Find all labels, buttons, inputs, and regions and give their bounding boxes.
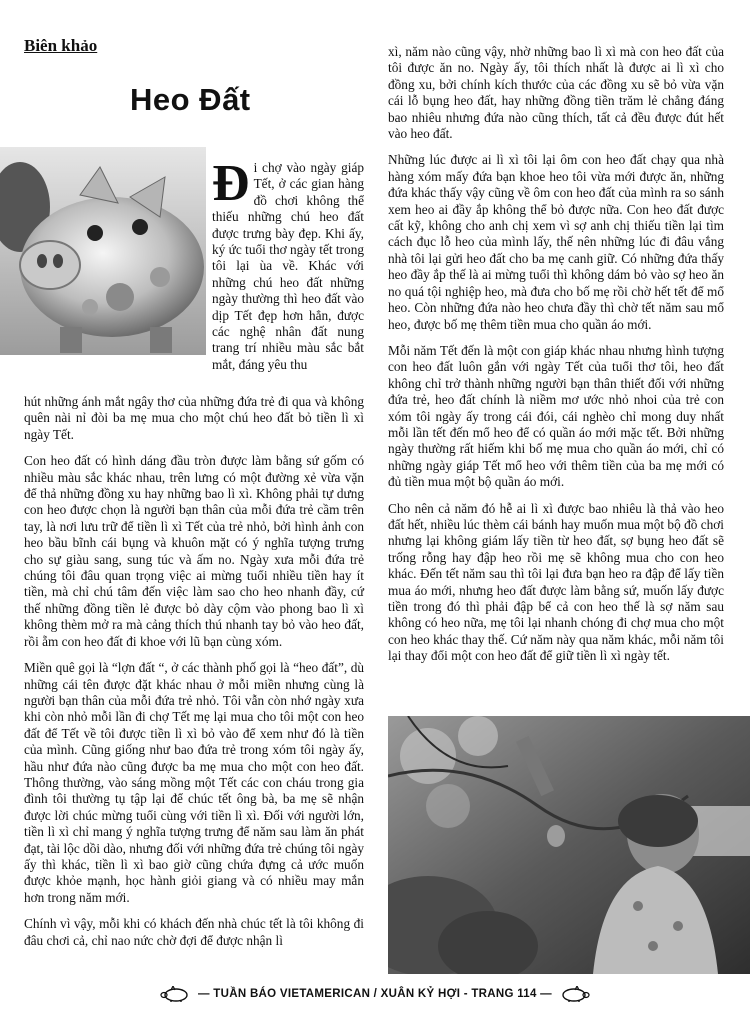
page-footer: [0, 986, 750, 1010]
intro-paragraph: [212, 155, 364, 373]
piggy-bank-photo: [0, 147, 206, 355]
pig-icon: [561, 986, 591, 1002]
paragraph: hút những ánh mắt ngây thơ của những đứa trẻ đi qua và không quên nài nỉ đòi ba mẹ mua cho một chú heo đất bỏ tiền lì xì ngày Tết.: [24, 394, 364, 442]
paragraph: Mỗi năm Tết đến là một con giáp khác nhau nhưng hình tượng con heo đất luôn gắn với ngày Tết của tuổi thơ tôi, heo đất không chỉ trở thành những người bạn thân thiết đối với những đứa trẻ, heo đất chính là niềm mơ ước nhỏ nhoi của trẻ con xóm tôi ngày ấy trong cái đói, cái nghèo chỉ mong duy nhất mỗi lần tết đến mổ heo để có quần áo mới mặc tết. Bởi những ngày thường rất hiếm khi bố mẹ mua cho quần áo mới, chỉ có những ngày giáp Tết mổ heo với thêm tiền của ba mẹ mới có đủ tiền mua một bộ quần áo mới.: [388, 342, 724, 490]
paragraph: Chính vì vậy, mỗi khi có khách đến nhà chúc tết là tôi không đi đâu chơi cả, chỉ nao nức chờ đợi để được nhận lì: [24, 916, 364, 948]
right-column: [388, 44, 724, 675]
left-column: [24, 394, 364, 959]
pig-icon: [159, 986, 189, 1002]
drop-cap: Đ: [212, 155, 250, 212]
girl-in-ao-dai-photo: [388, 716, 750, 974]
paragraph: Con heo đất có hình dáng đầu tròn được làm bằng sứ gốm có nhiều màu sắc khác nhau, trên lưng có một đường xẻ vừa vặn để thả những đồng xu hay những bao lì xì. Không phải tự dưng con heo được chọn là người bạn thân của mỗi đứa trẻ cầm trên tay, là nơi lưu trữ để tiền lì xì Tết của trẻ nhỏ, bởi hình ảnh con heo bầu bĩnh cái bụng và khuôn mặt có ý nghĩa tượng trưng cho sự giàu sang, sung túc và ấm no. Ngày xưa mỗi đứa trẻ chúng tôi đâu quan trọng việc ai mừng tuổi nhiều tiền hay ít tiền, mà chỉ chú tâm đến việc làm sao cho heo nhanh đầy, cứ thế những đồng tiền lẻ được bỏ dày cộm vào phong bao lì xì không thèm mở ra mà cảng thích thú nhanh tay bỏ vào heo đất, rồi ẵm con heo đất đi khoe với lũ bạn cùng xóm.: [24, 453, 364, 649]
paragraph: Miền quê gọi là “lợn đất “, ở các thành phố gọi là “heo đất”, dù những cái tên được đặt khác nhau ở mỗi miền nhưng cùng là người bạn thân của mỗi đứa trẻ nhỏ. Tôi vẫn còn nhớ ngày xưa khi còn nhỏ mỗi lần đi chợ Tết mẹ lại mua cho tôi một con heo đất để Tết về tôi được tiền lì xì bỏ vào để xem như đó là tiền của mình. Cũng giống như bao đứa trẻ trong xóm tôi ngày ấy, hầu như đứa nào cũng được ba mẹ mua cho một con heo đất. Thông thường, vào sáng mồng một Tết các con cháu trong gia đình tôi thường tụ tập lại để chúc tết ông bà, ba mẹ sẽ nhận được lời chúc mừng tuổi cùng với tiền lì xì. Đối với người lớn, tiền lì xì chỉ mang ý nghĩa tượng trưng để năm sau làm ăn phát đạt, tài lộc dồi dào, nhưng đối với những đứa trẻ chúng tôi ngày ấy thì khác, tiền lì xì bao giờ cũng chứa đựng cả ước muốn được khỏe mạnh, học hành giỏi giang và có nhiều may mắn hơn trong năm mới.: [24, 660, 364, 905]
intro-text: i chợ vào ngày giáp Tết, ở các gian hàng đồ chơi không thể thiếu những chú heo đất được trưng bày đẹp. Khi ấy, ký ức tuổi thơ ngày tết trong tôi lại ùa về. Khác với những chú heo đất những ngày thường thì heo đất vào dịp Tết đẹp hơn hẳn, được các nghệ nhân đất nung trang trí nhiều màu sắc bắt mắt, đáng yêu thu: [212, 160, 364, 372]
paragraph: Cho nên cả năm đó hễ ai lì xì được bao nhiêu là thả vào heo đất hết, nhiều lúc thèm cái bánh hay muốn mua một bộ đồ chơi nhưng lại không giám lấy tiền từ heo đất, sợ bụng heo đất sẽ trống rỗng hay đập heo rồi mẹ sẽ không mua cho con heo khác. Đến tết năm sau thì tôi lại đưa bạn heo ra đập để lấy tiền mua áo mới, nhưng heo đất được làm bằng sứ, muốn lấy được tiền trong đó thì phải đập bể cả con heo thế là sợ năm sau không có heo nữa, mẹ tôi lại nhanh chóng đi chợ mua cho một con heo khác thay thế. Cứ năm này qua năm khác, mỗi năm tôi lại thay đổi một con heo đất để giữ tiền lì xì ngày tết.: [388, 500, 724, 664]
footer-text: — TUẦN BÁO VIETAMERICAN / XUÂN KỶ HỢI - TRANG 114 —: [198, 988, 552, 1000]
paragraph: Những lúc được ai lì xì tôi lại ôm con heo đất chạy qua nhà hàng xóm mấy đứa bạn khoe heo tôi vừa mới được ăn, những đứa khác thấy vậy cũng về ôm con heo đất của mình ra so sánh xem heo ai đầy ắp không thể bỏ được nữa. Con heo đất được cất kỹ, không cho anh chị xem vì sợ anh chị thiếu tiền lại tìm cách đục lỗ heo của mình lấy, thế nên những lúc đi đâu vắng nhà tôi lại gửi heo đất cho ba mẹ canh giữ. Có những đứa thấy heo đầy ắp thế là ai mừng tuổi thì không dám bỏ vào sợ heo ăn no quá tội nghiệp heo, mà đưa cho bố mẹ rồi chờ hết tết để mổ heo. Còn những đứa nào heo chưa đầy thì chờ tết năm sau mổ heo, được bố mẹ thêm tiền mua cho quần áo mới.: [388, 152, 724, 332]
article-title: Heo Đất: [130, 82, 251, 117]
section-tag: Biên khảo: [24, 36, 98, 55]
paragraph: xì, năm nào cũng vậy, nhờ những bao lì xì mà con heo đất của tôi được ăn no. Ngày ấy, tôi thích nhất là được ai lì xì cho đồng xu, bởi chính kích thước của các đồng xu sẽ bỏ vừa vặn cái lỗ bụng heo đất, hay những đồng tiền trăm lẻ chẳng đáng bao nhiêu nhưng đứa nào cũng thích, tất cả đều được đút hết vào heo đất.: [388, 44, 724, 142]
